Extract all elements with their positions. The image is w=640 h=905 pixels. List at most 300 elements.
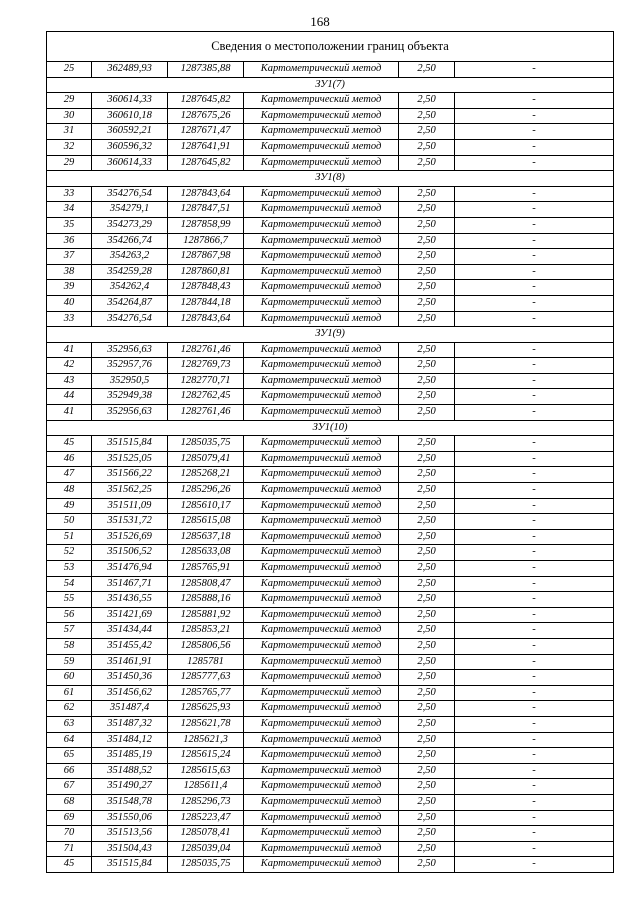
accuracy-cell: 2,50: [399, 576, 455, 592]
method-cell: Картометрический метод: [244, 295, 399, 311]
table-row: [47, 514, 614, 530]
method-cell: Картометрический метод: [244, 202, 399, 218]
x-coordinate-cell: 360614,33: [92, 155, 168, 171]
note-cell: -: [455, 545, 614, 561]
table-row: [47, 654, 614, 670]
accuracy-cell: 2,50: [399, 295, 455, 311]
accuracy-cell: 2,50: [399, 748, 455, 764]
note-cell: -: [455, 342, 614, 358]
table-row: [47, 389, 614, 405]
accuracy-cell: 2,50: [399, 311, 455, 327]
method-cell: Картометрический метод: [244, 716, 399, 732]
point-number-cell: 54: [47, 576, 92, 592]
accuracy-cell: 2,50: [399, 483, 455, 499]
y-coordinate-cell: 1282770,71: [168, 373, 244, 389]
accuracy-cell: 2,50: [399, 108, 455, 124]
point-number-cell: 63: [47, 716, 92, 732]
y-coordinate-cell: 1285268,21: [168, 467, 244, 483]
y-coordinate-cell: 1285079,41: [168, 451, 244, 467]
note-cell: -: [455, 451, 614, 467]
accuracy-cell: 2,50: [399, 607, 455, 623]
point-number-cell: 51: [47, 529, 92, 545]
accuracy-cell: 2,50: [399, 638, 455, 654]
method-cell: Картометрический метод: [244, 233, 399, 249]
point-number-cell: 37: [47, 249, 92, 265]
method-cell: Картометрический метод: [244, 529, 399, 545]
x-coordinate-cell: 351504,43: [92, 841, 168, 857]
point-number-cell: 69: [47, 810, 92, 826]
point-number-cell: 33: [47, 311, 92, 327]
method-cell: Картометрический метод: [244, 826, 399, 842]
accuracy-cell: 2,50: [399, 841, 455, 857]
accuracy-cell: 2,50: [399, 826, 455, 842]
note-cell: -: [455, 108, 614, 124]
note-cell: -: [455, 670, 614, 686]
x-coordinate-cell: 351434,44: [92, 623, 168, 639]
point-number-cell: 29: [47, 155, 92, 171]
table-row: [47, 358, 614, 374]
note-cell: -: [455, 389, 614, 405]
point-number-cell: 52: [47, 545, 92, 561]
table-row: [47, 373, 614, 389]
method-cell: Картометрический метод: [244, 763, 399, 779]
x-coordinate-cell: 351488,52: [92, 763, 168, 779]
y-coordinate-cell: 1285296,73: [168, 794, 244, 810]
table-row: [47, 561, 614, 577]
accuracy-cell: 2,50: [399, 249, 455, 265]
note-cell: -: [455, 592, 614, 608]
point-number-cell: 58: [47, 638, 92, 654]
accuracy-cell: 2,50: [399, 451, 455, 467]
y-coordinate-cell: 1285610,17: [168, 498, 244, 514]
x-coordinate-cell: 351506,52: [92, 545, 168, 561]
method-cell: Картометрический метод: [244, 685, 399, 701]
method-cell: Картометрический метод: [244, 389, 399, 405]
note-cell: -: [455, 623, 614, 639]
y-coordinate-cell: 1282761,46: [168, 405, 244, 421]
accuracy-cell: 2,50: [399, 514, 455, 530]
y-coordinate-cell: 1285625,93: [168, 701, 244, 717]
y-coordinate-cell: 1285806,56: [168, 638, 244, 654]
y-coordinate-cell: 1285621,78: [168, 716, 244, 732]
point-number-cell: 39: [47, 280, 92, 296]
accuracy-cell: 2,50: [399, 405, 455, 421]
point-number-cell: 61: [47, 685, 92, 701]
note-cell: -: [455, 483, 614, 499]
note-cell: -: [455, 529, 614, 545]
y-coordinate-cell: 1285039,04: [168, 841, 244, 857]
note-cell: -: [455, 763, 614, 779]
table-row: [47, 467, 614, 483]
accuracy-cell: 2,50: [399, 794, 455, 810]
table-row: [47, 716, 614, 732]
point-number-cell: 32: [47, 139, 92, 155]
y-coordinate-cell: 1285808,47: [168, 576, 244, 592]
point-number-cell: 46: [47, 451, 92, 467]
y-coordinate-cell: 1285621,3: [168, 732, 244, 748]
method-cell: Картометрический метод: [244, 483, 399, 499]
x-coordinate-cell: 360614,33: [92, 93, 168, 109]
accuracy-cell: 2,50: [399, 561, 455, 577]
point-number-cell: 62: [47, 701, 92, 717]
method-cell: Картометрический метод: [244, 451, 399, 467]
method-cell: Картометрический метод: [244, 249, 399, 265]
x-coordinate-cell: 351513,56: [92, 826, 168, 842]
x-coordinate-cell: 354273,29: [92, 217, 168, 233]
boundary-coordinates-table: [46, 31, 614, 873]
point-number-cell: 70: [47, 826, 92, 842]
table-row: [47, 62, 614, 78]
x-coordinate-cell: 351562,25: [92, 483, 168, 499]
point-number-cell: 42: [47, 358, 92, 374]
table-row: [47, 155, 614, 171]
accuracy-cell: 2,50: [399, 139, 455, 155]
x-coordinate-cell: 351490,27: [92, 779, 168, 795]
point-number-cell: 29: [47, 93, 92, 109]
method-cell: Картометрический метод: [244, 779, 399, 795]
note-cell: -: [455, 217, 614, 233]
table-row: [47, 483, 614, 499]
note-cell: -: [455, 732, 614, 748]
point-number-cell: 57: [47, 623, 92, 639]
note-cell: -: [455, 514, 614, 530]
x-coordinate-cell: 351487,32: [92, 716, 168, 732]
table-row: [47, 93, 614, 109]
method-cell: Картометрический метод: [244, 124, 399, 140]
table-row: [47, 280, 614, 296]
accuracy-cell: 2,50: [399, 342, 455, 358]
note-cell: -: [455, 685, 614, 701]
note-cell: -: [455, 202, 614, 218]
accuracy-cell: 2,50: [399, 732, 455, 748]
table-row: [47, 763, 614, 779]
note-cell: -: [455, 93, 614, 109]
point-number-cell: 65: [47, 748, 92, 764]
method-cell: Картометрический метод: [244, 701, 399, 717]
x-coordinate-cell: 351487,4: [92, 701, 168, 717]
y-coordinate-cell: 1285881,92: [168, 607, 244, 623]
x-coordinate-cell: 351421,69: [92, 607, 168, 623]
accuracy-cell: 2,50: [399, 685, 455, 701]
accuracy-cell: 2,50: [399, 810, 455, 826]
x-coordinate-cell: 351456,62: [92, 685, 168, 701]
point-number-cell: 36: [47, 233, 92, 249]
accuracy-cell: 2,50: [399, 373, 455, 389]
table-row: [47, 732, 614, 748]
table-row: [47, 108, 614, 124]
accuracy-cell: 2,50: [399, 217, 455, 233]
method-cell: Картометрический метод: [244, 654, 399, 670]
point-number-cell: 59: [47, 654, 92, 670]
table-row: [47, 249, 614, 265]
table-row: [47, 592, 614, 608]
method-cell: Картометрический метод: [244, 139, 399, 155]
point-number-cell: 47: [47, 467, 92, 483]
method-cell: Картометрический метод: [244, 155, 399, 171]
note-cell: -: [455, 311, 614, 327]
table-row: [47, 233, 614, 249]
y-coordinate-cell: 1287860,81: [168, 264, 244, 280]
note-cell: -: [455, 280, 614, 296]
accuracy-cell: 2,50: [399, 623, 455, 639]
method-cell: Картометрический метод: [244, 841, 399, 857]
accuracy-cell: 2,50: [399, 233, 455, 249]
point-number-cell: 66: [47, 763, 92, 779]
point-number-cell: 60: [47, 670, 92, 686]
method-cell: Картометрический метод: [244, 62, 399, 78]
table-row: [47, 405, 614, 421]
point-number-cell: 38: [47, 264, 92, 280]
x-coordinate-cell: 362489,93: [92, 62, 168, 78]
point-number-cell: 67: [47, 779, 92, 795]
section-label: ЗУ1(7): [47, 77, 614, 93]
y-coordinate-cell: 1287847,51: [168, 202, 244, 218]
method-cell: Картометрический метод: [244, 373, 399, 389]
y-coordinate-cell: 1287843,64: [168, 186, 244, 202]
method-cell: Картометрический метод: [244, 592, 399, 608]
x-coordinate-cell: 351566,22: [92, 467, 168, 483]
table-row: [47, 826, 614, 842]
x-coordinate-cell: 354276,54: [92, 311, 168, 327]
y-coordinate-cell: 1282769,73: [168, 358, 244, 374]
table-row: [47, 701, 614, 717]
y-coordinate-cell: 1287858,99: [168, 217, 244, 233]
note-cell: -: [455, 607, 614, 623]
x-coordinate-cell: 351515,84: [92, 857, 168, 873]
method-cell: Картометрический метод: [244, 405, 399, 421]
y-coordinate-cell: 1282761,46: [168, 342, 244, 358]
accuracy-cell: 2,50: [399, 545, 455, 561]
method-cell: Картометрический метод: [244, 623, 399, 639]
y-coordinate-cell: 1287843,64: [168, 311, 244, 327]
table-title: Сведения о местоположении границ объекта: [47, 32, 614, 62]
y-coordinate-cell: 1287671,47: [168, 124, 244, 140]
x-coordinate-cell: 354259,28: [92, 264, 168, 280]
note-cell: -: [455, 654, 614, 670]
note-cell: -: [455, 249, 614, 265]
y-coordinate-cell: 1287641,91: [168, 139, 244, 155]
y-coordinate-cell: 1285078,41: [168, 826, 244, 842]
point-number-cell: 71: [47, 841, 92, 857]
y-coordinate-cell: 1287848,43: [168, 280, 244, 296]
x-coordinate-cell: 354264,87: [92, 295, 168, 311]
method-cell: Картометрический метод: [244, 857, 399, 873]
note-cell: -: [455, 498, 614, 514]
x-coordinate-cell: 351485,19: [92, 748, 168, 764]
accuracy-cell: 2,50: [399, 467, 455, 483]
section-row: [47, 420, 614, 436]
y-coordinate-cell: 1285223,47: [168, 810, 244, 826]
y-coordinate-cell: 1285765,91: [168, 561, 244, 577]
note-cell: -: [455, 405, 614, 421]
table-row: [47, 264, 614, 280]
x-coordinate-cell: 352956,63: [92, 342, 168, 358]
point-number-cell: 68: [47, 794, 92, 810]
method-cell: Картометрический метод: [244, 607, 399, 623]
table-row: [47, 529, 614, 545]
accuracy-cell: 2,50: [399, 763, 455, 779]
y-coordinate-cell: 1287675,26: [168, 108, 244, 124]
accuracy-cell: 2,50: [399, 62, 455, 78]
x-coordinate-cell: 360592,21: [92, 124, 168, 140]
table-row: [47, 342, 614, 358]
note-cell: -: [455, 373, 614, 389]
section-label: ЗУ1(10): [47, 420, 614, 436]
accuracy-cell: 2,50: [399, 389, 455, 405]
x-coordinate-cell: 351476,94: [92, 561, 168, 577]
y-coordinate-cell: 1285637,18: [168, 529, 244, 545]
accuracy-cell: 2,50: [399, 202, 455, 218]
accuracy-cell: 2,50: [399, 358, 455, 374]
x-coordinate-cell: 354276,54: [92, 186, 168, 202]
section-row: [47, 171, 614, 187]
accuracy-cell: 2,50: [399, 716, 455, 732]
note-cell: -: [455, 264, 614, 280]
table-row: [47, 576, 614, 592]
note-cell: -: [455, 436, 614, 452]
point-number-cell: 35: [47, 217, 92, 233]
table-row: [47, 810, 614, 826]
table-row: [47, 295, 614, 311]
x-coordinate-cell: 352956,63: [92, 405, 168, 421]
point-number-cell: 64: [47, 732, 92, 748]
point-number-cell: 41: [47, 342, 92, 358]
note-cell: -: [455, 841, 614, 857]
x-coordinate-cell: 351455,42: [92, 638, 168, 654]
y-coordinate-cell: 1287867,98: [168, 249, 244, 265]
y-coordinate-cell: 1285611,4: [168, 779, 244, 795]
accuracy-cell: 2,50: [399, 186, 455, 202]
table-row: [47, 794, 614, 810]
note-cell: -: [455, 701, 614, 717]
point-number-cell: 34: [47, 202, 92, 218]
note-cell: -: [455, 826, 614, 842]
accuracy-cell: 2,50: [399, 498, 455, 514]
x-coordinate-cell: 354266,74: [92, 233, 168, 249]
point-number-cell: 40: [47, 295, 92, 311]
table-row: [47, 139, 614, 155]
method-cell: Картометрический метод: [244, 93, 399, 109]
note-cell: -: [455, 716, 614, 732]
table-row: [47, 311, 614, 327]
x-coordinate-cell: 354279,1: [92, 202, 168, 218]
accuracy-cell: 2,50: [399, 670, 455, 686]
table-row: [47, 436, 614, 452]
method-cell: Картометрический метод: [244, 576, 399, 592]
x-coordinate-cell: 351515,84: [92, 436, 168, 452]
table-row: [47, 638, 614, 654]
method-cell: Картометрический метод: [244, 748, 399, 764]
note-cell: -: [455, 857, 614, 873]
accuracy-cell: 2,50: [399, 857, 455, 873]
y-coordinate-cell: 1285615,08: [168, 514, 244, 530]
method-cell: Картометрический метод: [244, 217, 399, 233]
table-row: [47, 451, 614, 467]
x-coordinate-cell: 351511,09: [92, 498, 168, 514]
y-coordinate-cell: 1287844,18: [168, 295, 244, 311]
y-coordinate-cell: 1285777,63: [168, 670, 244, 686]
method-cell: Картометрический метод: [244, 342, 399, 358]
accuracy-cell: 2,50: [399, 592, 455, 608]
section-row: [47, 327, 614, 343]
x-coordinate-cell: 351531,72: [92, 514, 168, 530]
x-coordinate-cell: 352950,5: [92, 373, 168, 389]
table-row: [47, 623, 614, 639]
y-coordinate-cell: 1287645,82: [168, 93, 244, 109]
table-row: [47, 186, 614, 202]
note-cell: -: [455, 155, 614, 171]
method-cell: Картометрический метод: [244, 311, 399, 327]
note-cell: -: [455, 62, 614, 78]
table-row: [47, 670, 614, 686]
point-number-cell: 30: [47, 108, 92, 124]
method-cell: Картометрический метод: [244, 186, 399, 202]
method-cell: Картометрический метод: [244, 545, 399, 561]
accuracy-cell: 2,50: [399, 264, 455, 280]
accuracy-cell: 2,50: [399, 93, 455, 109]
table-row: [47, 202, 614, 218]
x-coordinate-cell: 360610,18: [92, 108, 168, 124]
note-cell: -: [455, 779, 614, 795]
accuracy-cell: 2,50: [399, 280, 455, 296]
y-coordinate-cell: 1285296,26: [168, 483, 244, 499]
x-coordinate-cell: 360596,32: [92, 139, 168, 155]
point-number-cell: 43: [47, 373, 92, 389]
table-row: [47, 124, 614, 140]
note-cell: -: [455, 295, 614, 311]
x-coordinate-cell: 351526,69: [92, 529, 168, 545]
method-cell: Картометрический метод: [244, 498, 399, 514]
y-coordinate-cell: 1287385,88: [168, 62, 244, 78]
method-cell: Картометрический метод: [244, 467, 399, 483]
section-row: [47, 77, 614, 93]
table-row: [47, 498, 614, 514]
accuracy-cell: 2,50: [399, 124, 455, 140]
accuracy-cell: 2,50: [399, 529, 455, 545]
y-coordinate-cell: 1285035,75: [168, 436, 244, 452]
y-coordinate-cell: 1282762,45: [168, 389, 244, 405]
y-coordinate-cell: 1285035,75: [168, 857, 244, 873]
table-row: [47, 748, 614, 764]
x-coordinate-cell: 354263,2: [92, 249, 168, 265]
point-number-cell: 45: [47, 436, 92, 452]
note-cell: -: [455, 233, 614, 249]
point-number-cell: 45: [47, 857, 92, 873]
section-label: ЗУ1(8): [47, 171, 614, 187]
table-row: [47, 779, 614, 795]
x-coordinate-cell: 352949,38: [92, 389, 168, 405]
point-number-cell: 56: [47, 607, 92, 623]
table-row: [47, 217, 614, 233]
table-row: [47, 841, 614, 857]
method-cell: Картометрический метод: [244, 108, 399, 124]
point-number-cell: 25: [47, 62, 92, 78]
point-number-cell: 33: [47, 186, 92, 202]
y-coordinate-cell: 1287645,82: [168, 155, 244, 171]
table-row: [47, 685, 614, 701]
x-coordinate-cell: 351548,78: [92, 794, 168, 810]
y-coordinate-cell: 1285781: [168, 654, 244, 670]
y-coordinate-cell: 1285633,08: [168, 545, 244, 561]
method-cell: Картометрический метод: [244, 670, 399, 686]
x-coordinate-cell: 351467,71: [92, 576, 168, 592]
x-coordinate-cell: 351436,55: [92, 592, 168, 608]
point-number-cell: 44: [47, 389, 92, 405]
note-cell: -: [455, 358, 614, 374]
point-number-cell: 49: [47, 498, 92, 514]
table-body: [47, 32, 614, 873]
method-cell: Картометрический метод: [244, 436, 399, 452]
